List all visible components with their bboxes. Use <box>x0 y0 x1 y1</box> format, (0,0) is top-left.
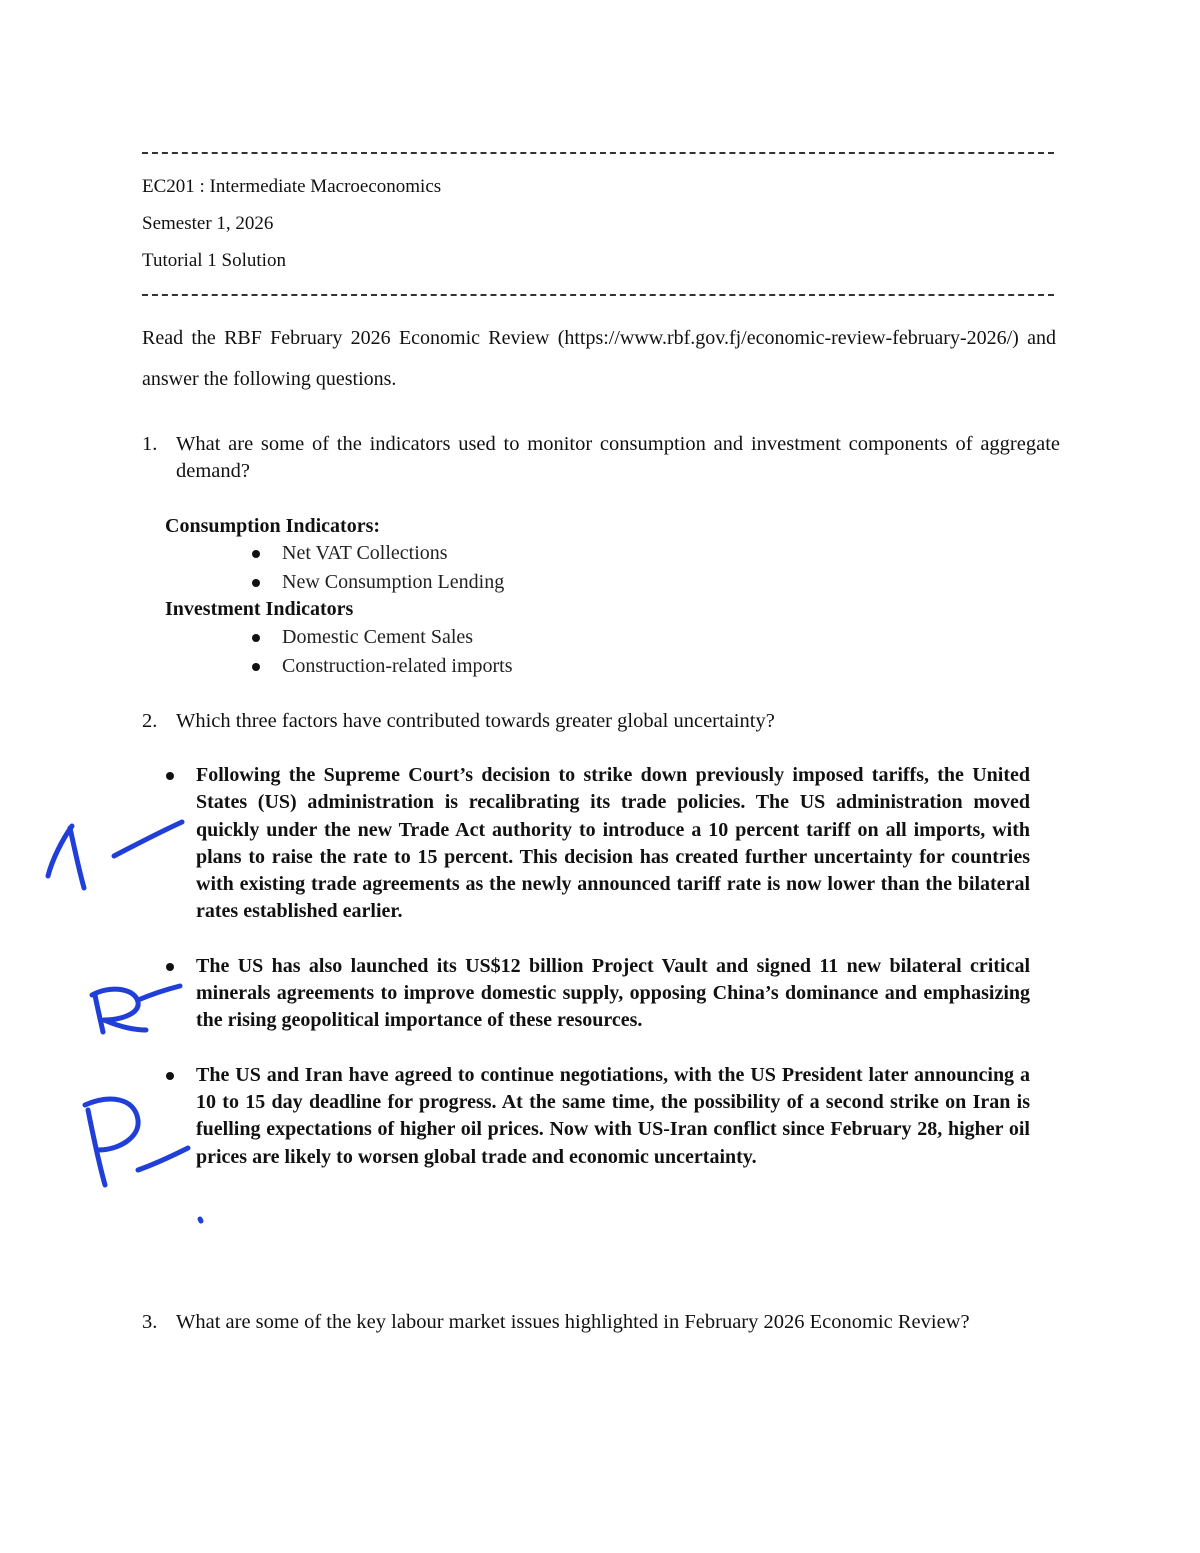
question-1 <box>142 431 1060 485</box>
list-item: New Consumption Lending <box>250 568 504 597</box>
investment-indicators-heading: Investment Indicators <box>165 598 354 620</box>
ink-dot <box>200 1219 201 1221</box>
question-3 <box>142 1309 1060 1336</box>
ink-mark-t <box>48 826 84 888</box>
semester-line: Semester 1, 2026 <box>142 213 274 234</box>
consumption-indicators-heading: Consumption Indicators: <box>165 515 381 537</box>
course-title: EC201 : Intermediate Macroeconomics <box>142 176 442 197</box>
ink-mark-p <box>85 1099 138 1185</box>
bullet-icon <box>252 634 260 642</box>
list-item: The US has also launched its US$12 billion Project Vault and signed 11 new bilateral critical minerals agreements to improve domestic supply, opposing China’s dominance and emphasizing the rising geopolitical importance of these resources. <box>160 953 1030 1035</box>
question-text: What are some of the indicators used to monitor consumption and investment components of aggregate demand? <box>176 433 1060 482</box>
bullet-icon <box>252 663 260 671</box>
header-rule-bottom <box>142 294 1054 296</box>
list-item: Net VAT Collections <box>250 539 504 568</box>
global-uncertainty-answers <box>160 762 1030 1198</box>
bullet-icon <box>166 772 174 780</box>
bullet-icon <box>166 963 174 971</box>
bullet-icon <box>166 1072 174 1080</box>
bullet-icon <box>252 550 260 558</box>
tutorial-line: Tutorial 1 Solution <box>142 250 286 271</box>
question-number: 2. <box>142 710 158 732</box>
intro-paragraph: Read the RBF February 2026 Economic Review (https://www.rbf.gov.fj/economic-review-february-2026/) and answer the following questions. <box>142 327 1056 390</box>
list-item: Construction-related imports <box>250 652 513 681</box>
question-text: What are some of the key labour market issues highlighted in February 2026 Economic Review? <box>176 1311 970 1333</box>
bullet-icon <box>252 579 260 587</box>
consumption-indicators-list <box>250 539 504 596</box>
header-rule-top <box>142 152 1054 154</box>
question-2 <box>142 708 1060 735</box>
question-number: 1. <box>142 433 158 455</box>
list-item: Domestic Cement Sales <box>250 623 513 652</box>
question-number: 3. <box>142 1311 158 1333</box>
ink-mark-r <box>92 989 146 1032</box>
question-text: Which three factors have contributed towards greater global uncertainty? <box>176 710 775 732</box>
list-item: The US and Iran have agreed to continue negotiations, with the US President later announcing a 10 to 15 day deadline for progress. At the same time, the possibility of a second strike on Iran is fuelling expectations of higher oil prices. Now with US-Iran conflict since February 28, higher oil prices are likely to worsen global trade and economic uncertainty. <box>160 1062 1030 1171</box>
list-item: Following the Supreme Court’s decision to strike down previously imposed tariffs, the United States (US) administration is recalibrating its trade policies. The US administration moved quickly under the new Trade Act authority to introduce a 10 percent tariff on all imports, with plans to raise the rate to 15 percent. This decision has created further uncertainty for countries with existing trade agreements as the newly announced tariff rate is now lower than the bilateral rates established earlier. <box>160 762 1030 926</box>
investment-indicators-list <box>250 623 513 680</box>
